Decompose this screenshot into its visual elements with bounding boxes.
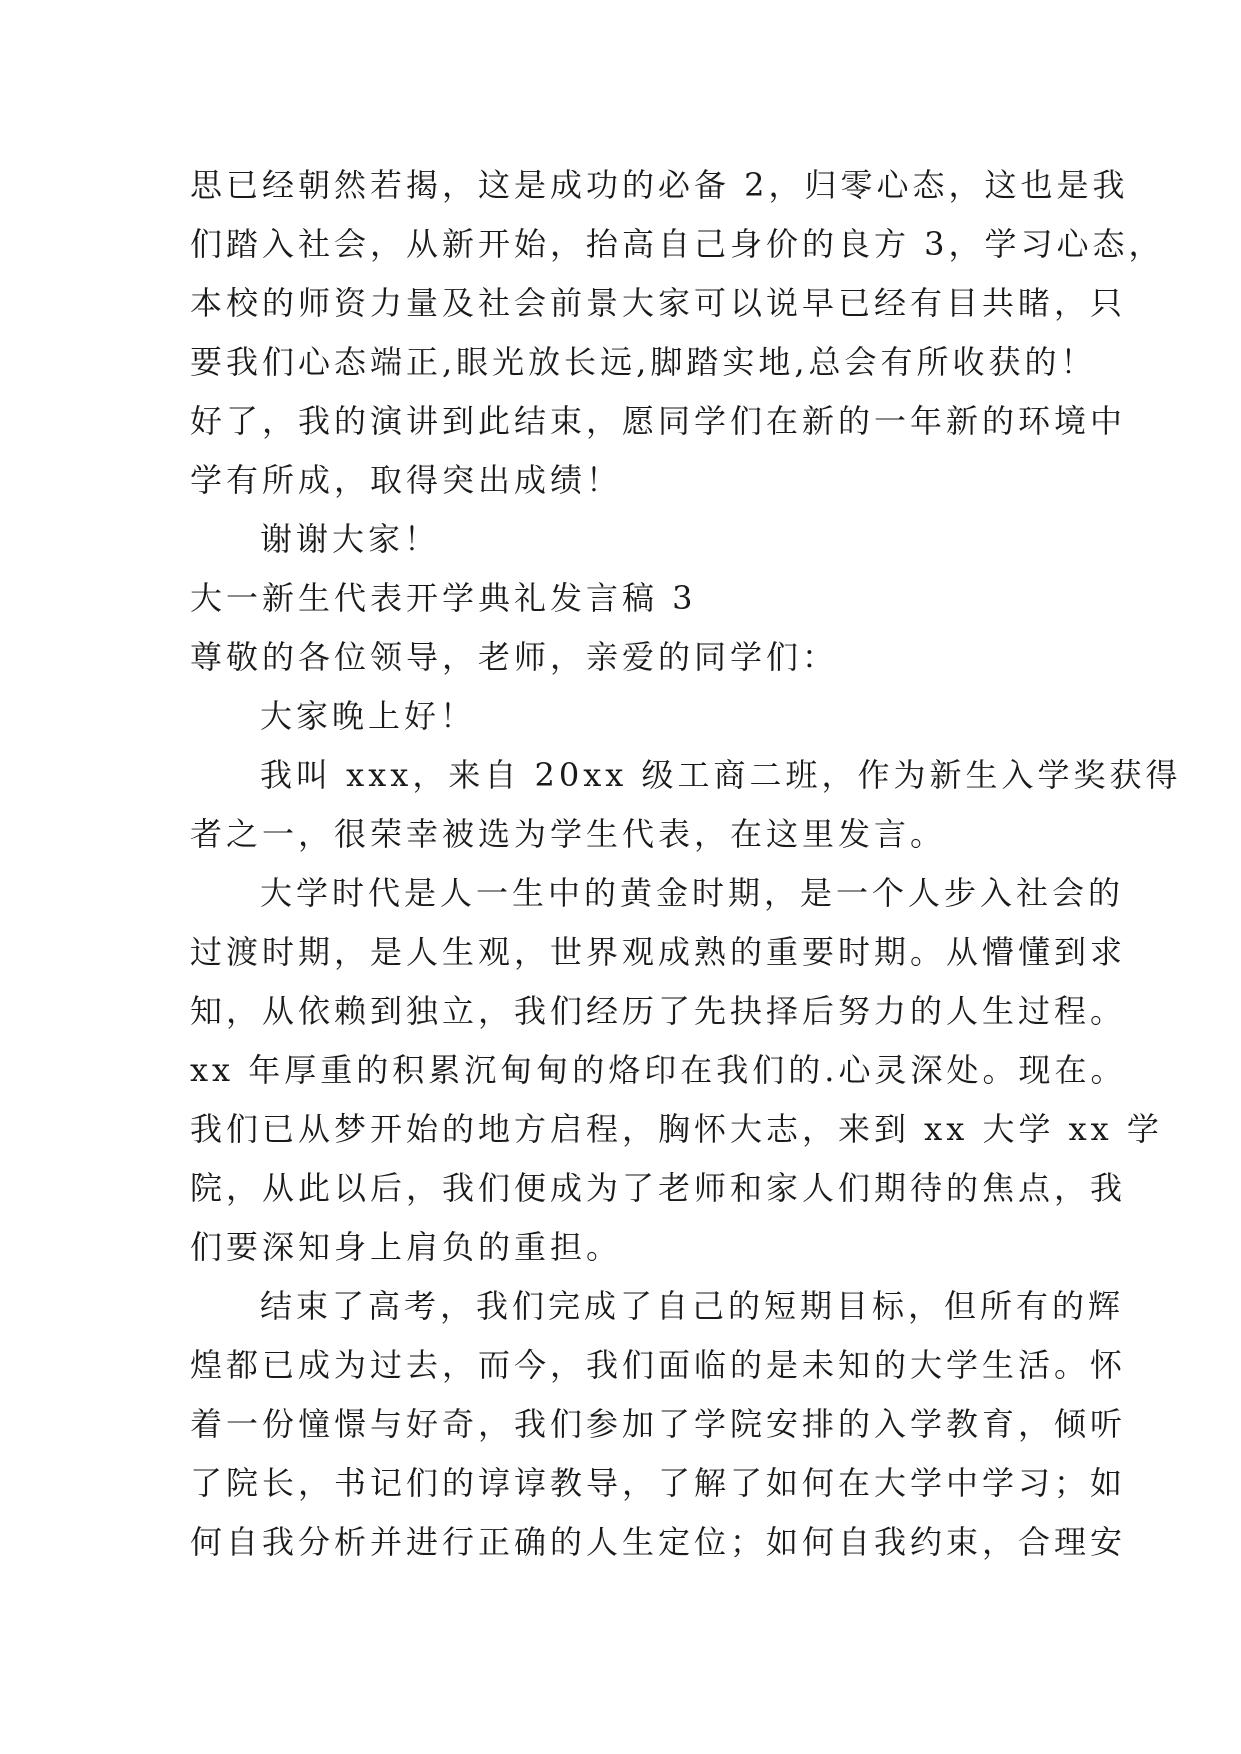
text-line: 们踏入社会，从新开始，抬高自己身价的良方 3，学习心态，: [190, 225, 1165, 263]
text-line: xx 年厚重的积累沉甸甸的烙印在我们的.心灵深处。现在。: [190, 1051, 1127, 1089]
text-line: 煌都已成为过去，而今，我们面临的是未知的大学生活。怀: [190, 1346, 1127, 1384]
text-line: 我们已从梦开始的地方启程，胸怀大志，来到 xx 大学 xx 学: [190, 1110, 1163, 1148]
text-line: 大学时代是人一生中的黄金时期，是一个人步入社会的: [260, 874, 1125, 912]
text-line: 好了，我的演讲到此结束，愿同学们在新的一年新的环境中: [190, 402, 1127, 440]
text-line: 过渡时期，是人生观，世界观成熟的重要时期。从懵懂到求: [190, 933, 1127, 971]
text-line: 本校的师资力量及社会前景大家可以说早已经有目共睹，只: [190, 284, 1127, 322]
text-line: 者之一，很荣幸被选为学生代表，在这里发言。: [190, 815, 947, 853]
greeting: 大家晚上好！: [260, 697, 477, 735]
text-line: 结束了高考，我们完成了自己的短期目标，但所有的辉: [260, 1287, 1125, 1325]
document-body: [190, 156, 1182, 1572]
text-line: 知，从依赖到独立，我们经历了先抉择后努力的人生过程。: [190, 992, 1127, 1030]
salutation: 尊敬的各位领导，老师，亲爱的同学们：: [190, 638, 839, 676]
text-line: 要我们心态端正,眼光放长远,脚踏实地,总会有所收获的！: [190, 343, 1097, 381]
text-line: 了院长，书记们的谆谆教导，了解了如何在大学中学习；如: [190, 1464, 1127, 1502]
text-line: 思已经朝然若揭，这是成功的必备 2，归零心态，这也是我: [190, 166, 1129, 204]
text-line: 们要深知身上肩负的重担。: [190, 1228, 623, 1266]
text-line: 学有所成，取得突出成绩！: [190, 461, 623, 499]
text-line: 谢谢大家！: [260, 520, 441, 558]
text-line: 我叫 xxx，来自 20xx 级工商二班，作为新生入学奖获得: [260, 756, 1182, 794]
text-line: 何自我分析并进行正确的人生定位；如何自我约束，合理安: [190, 1523, 1127, 1561]
text-line: 院，从此以后，我们便成为了老师和家人们期待的焦点，我: [190, 1169, 1127, 1207]
section-heading: 大一新生代表开学典礼发言稿 3: [190, 579, 697, 617]
text-line: 着一份憧憬与好奇，我们参加了学院安排的入学教育，倾听: [190, 1405, 1127, 1443]
